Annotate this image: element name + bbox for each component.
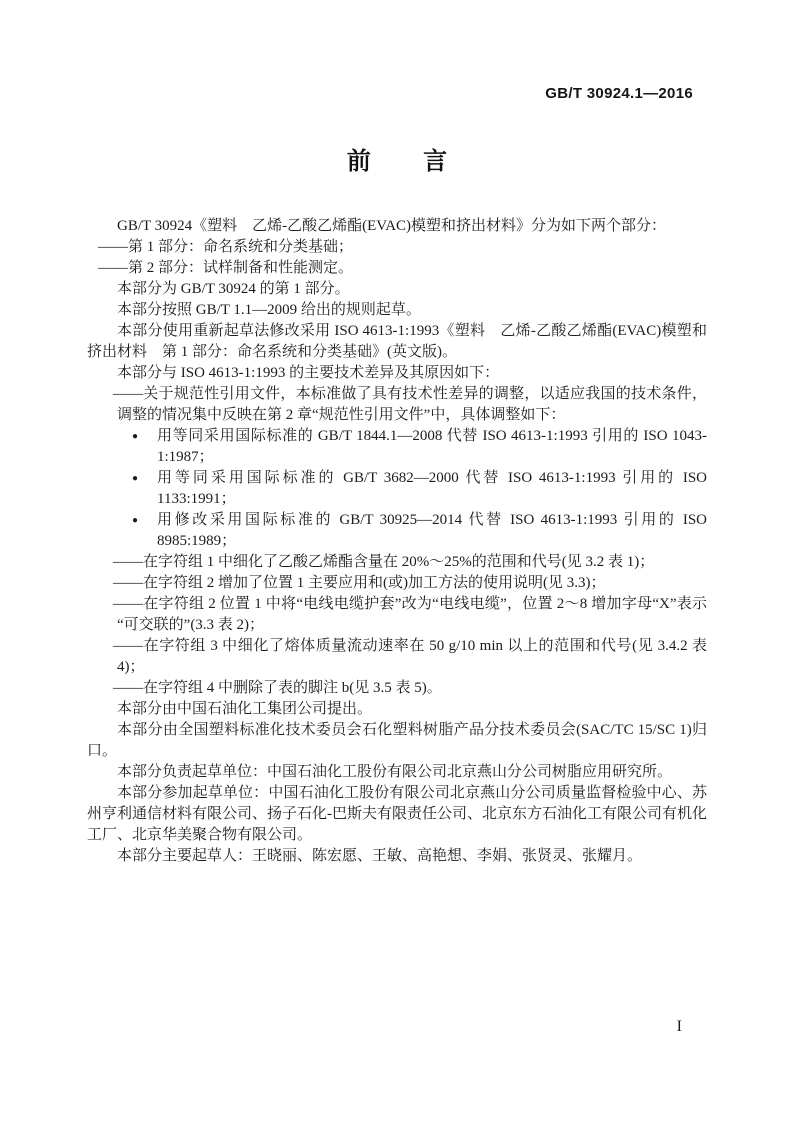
bullet-icon: ●	[132, 515, 139, 526]
foreword-paragraph: 本部分为 GB/T 30924 的第 1 部分。	[117, 281, 350, 297]
foreword-list-item	[87, 510, 707, 552]
bullet-icon: ●	[132, 431, 139, 442]
foreword-list-item: ——在字符组 3 中细化了熔体质量流动速率在 50 g/10 min 以上的范围和代号(见 3.4.2 表 4)；	[113, 638, 707, 675]
foreword-list-item	[87, 468, 707, 510]
foreword-list-item: ——关于规范性引用文件，本标准做了具有技术性差异的调整，以适应我国的技术条件，调整的情况集中反映在第 2 章“规范性引用文件”中，具体调整如下：	[113, 386, 707, 423]
page-number: I	[676, 1018, 682, 1035]
foreword-paragraph: 本部分按照 GB/T 1.1—2009 给出的规则起草。	[117, 302, 421, 318]
foreword-paragraph: 本部分与 ISO 4613-1:1993 的主要技术差异及其原因如下：	[117, 365, 500, 381]
paragraph-text: 用修改采用国际标准的 GB/T 30925—2014 代替 ISO 4613-1:1993 引用的 ISO 8985:1989；	[157, 512, 707, 549]
foreword-list-item: ——在字符组 1 中细化了乙酸乙烯酯含量在 20%～25%的范围和代号(见 3.2 表 1)；	[113, 554, 655, 570]
foreword-paragraph: 本部分主要起草人：王晓丽、陈宏愿、王敏、高艳想、李娟、张贤灵、张耀月。	[117, 848, 643, 864]
bullet-icon: ●	[132, 473, 139, 484]
foreword-list-item: ——第 1 部分：命名系统和分类基础；	[98, 239, 354, 255]
foreword-list-item: ——在字符组 4 中删除了表的脚注 b(见 3.5 表 5)。	[113, 680, 442, 696]
foreword-paragraph: 本部分负责起草单位：中国石油化工股份有限公司北京燕山分公司树脂应用研究所。	[117, 764, 673, 780]
foreword-paragraph: 本部分参加起草单位：中国石油化工股份有限公司北京燕山分公司质量监督检验中心、苏州亨利通信材料有限公司、扬子石化-巴斯夫有限责任公司、北京东方石油化工有限公司有机化工厂、北京华美聚合物有限公司。	[87, 785, 707, 843]
foreword-list-item: ——在字符组 2 位置 1 中将“电线电缆护套”改为“电线电缆”，位置 2～8 增加字母“X”表示“可交联的”(3.3 表 2)；	[113, 596, 707, 633]
foreword-list-item	[87, 426, 707, 468]
paragraph-text: 用等同采用国际标准的 GB/T 3682—2000 代替 ISO 4613-1:1993 引用的 ISO 1133:1991；	[157, 470, 707, 507]
foreword-paragraph: 本部分由中国石油化工集团公司提出。	[117, 701, 373, 717]
page-title: 前 言	[346, 148, 448, 175]
foreword-body	[87, 216, 707, 867]
foreword-paragraph: 本部分使用重新起草法修改采用 ISO 4613-1:1993《塑料 乙烯-乙酸乙烯酯(EVAC)模塑和挤出材料 第 1 部分：命名系统和分类基础》(英文版)。	[87, 323, 707, 360]
foreword-paragraph: GB/T 30924《塑料 乙烯-乙酸乙烯酯(EVAC)模塑和挤出材料》分为如下两个部分：	[117, 218, 667, 234]
foreword-list-item: ——第 2 部分：试样制备和性能测定。	[98, 260, 354, 276]
standard-code: GB/T 30924.1—2016	[545, 85, 693, 102]
foreword-list-item: ——在字符组 2 增加了位置 1 主要应用和(或)加工方法的使用说明(见 3.3)；	[113, 575, 606, 591]
paragraph-text: 用等同采用国际标准的 GB/T 1844.1—2008 代替 ISO 4613-1:1993 引用的 ISO 1043-1:1987；	[157, 428, 707, 465]
foreword-paragraph: 本部分由全国塑料标准化技术委员会石化塑料树脂产品分技术委员会(SAC/TC 15/SC 1)归口。	[87, 722, 707, 759]
